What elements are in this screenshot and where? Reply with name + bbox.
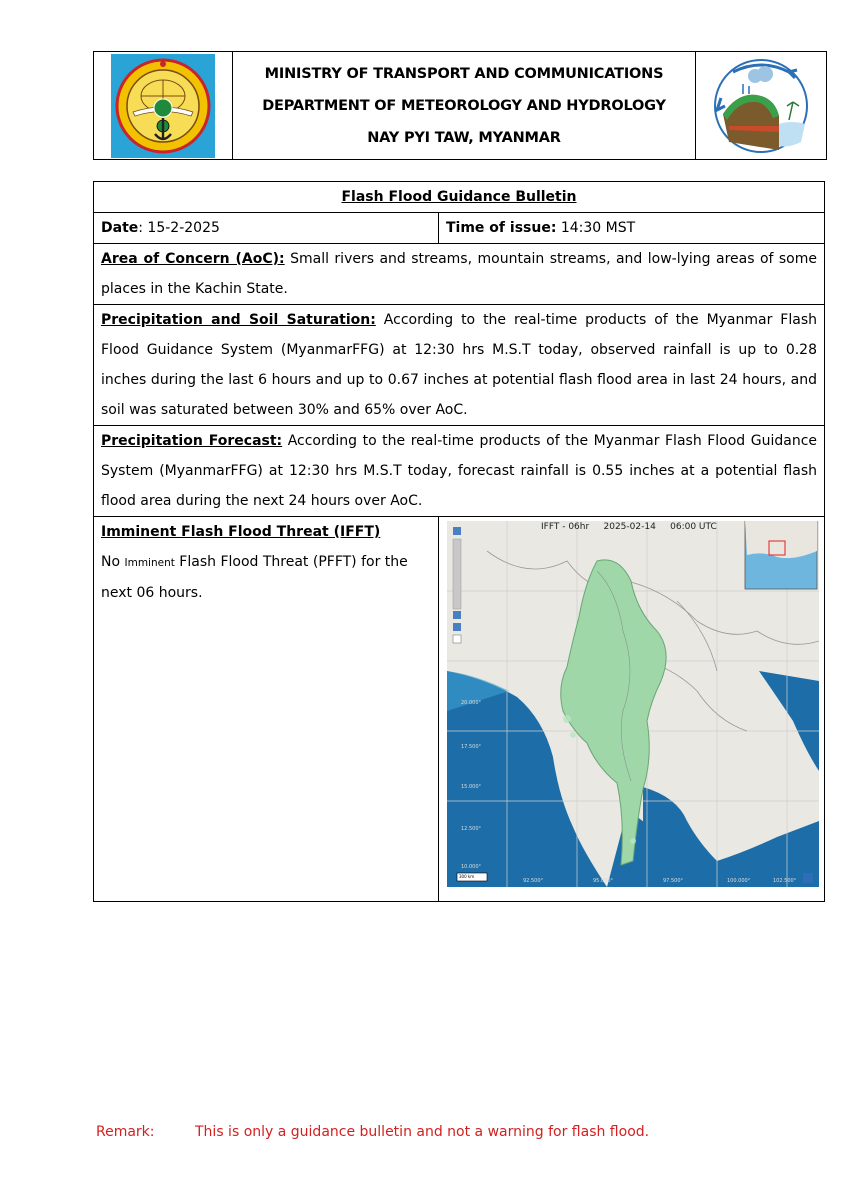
lon-label: 95.000°	[593, 878, 613, 884]
forecast-label: Precipitation Forecast:	[101, 433, 283, 449]
lat-label: 10.000°	[461, 864, 481, 870]
bulletin-table	[93, 181, 825, 902]
lat-label: 12.500°	[461, 826, 481, 832]
lat-label: 20.000°	[461, 700, 481, 706]
forecast-text: According to the real-time products of the Myanmar Flash Flood Guidance System (MyanmarFFG) at 12:30 hrs M.S.T today, forecast rainfall is 0.55 inches at a potential flash flood area during the next 24 hours over AoC.	[101, 433, 817, 509]
lat-label: 17.500°	[461, 744, 481, 750]
header-title-block	[233, 52, 695, 159]
map-product: IFFT - 06hr	[541, 522, 590, 532]
department-name: DEPARTMENT OF METEOROLOGY AND HYDROLOGY	[262, 97, 666, 114]
map-canvas	[447, 521, 819, 887]
remark-label: Remark:	[96, 1124, 155, 1140]
location-name: NAY PYI TAW, MYANMAR	[367, 129, 561, 146]
ministry-name: MINISTRY OF TRANSPORT AND COMMUNICATIONS	[264, 65, 664, 82]
ifft-map-cell	[439, 517, 824, 901]
lat-label: 15.000°	[461, 784, 481, 790]
bulletin-title: Flash Flood Guidance Bulletin	[341, 189, 577, 205]
date-label: Date	[101, 220, 139, 236]
date-value: : 15-2-2025	[138, 220, 220, 236]
precip-text: According to the real-time products of the Myanmar Flash Flood Guidance System (MyanmarFFG) at 12:30 hrs M.S.T today, observed rainfall is up to 0.28 inches during the last 6 hours and up to 0.67 inches at potential flash flood area in last 24 hours, and soil was saturated between 30% and 65% over AoC.	[101, 312, 817, 418]
forecast-row	[94, 426, 824, 517]
precip-row	[94, 305, 824, 426]
ifft-text-b: Flash Flood Threat (PFFT) for the next 06 hours.	[101, 554, 408, 601]
date-time-row	[94, 213, 824, 244]
aoc-text: Small rivers and streams, mountain streams, and low-lying areas of some places in the Kachin State.	[101, 251, 817, 297]
map-title-label	[541, 521, 717, 533]
map-scale-label: 300 km	[459, 874, 475, 879]
bulletin-title-row	[94, 182, 824, 213]
ifft-text-cell	[94, 517, 439, 901]
aoc-label: Area of Concern (AoC):	[101, 251, 285, 267]
precip-label: Precipitation and Soil Saturation:	[101, 312, 376, 328]
ministry-header	[93, 51, 827, 160]
ministry-emblem-icon	[111, 54, 215, 158]
dmh-logo-cell	[695, 52, 826, 159]
ifft-label: Imminent Flash Flood Threat (IFFT)	[101, 524, 381, 540]
ifft-row	[94, 517, 824, 901]
lon-label: 102.500°	[773, 878, 797, 884]
remark-line	[96, 1124, 649, 1140]
map-time: 06:00 UTC	[670, 522, 717, 532]
ifft-text-a: No	[101, 554, 125, 570]
hydrology-cycle-icon	[709, 54, 813, 158]
time-cell	[439, 213, 824, 243]
lon-label: 100.000°	[727, 878, 751, 884]
aoc-row	[94, 244, 824, 305]
map-date: 2025-02-14	[603, 522, 656, 532]
ifft-map[interactable]	[447, 521, 819, 887]
lon-label: 92.500°	[523, 878, 543, 884]
remark-text: This is only a guidance bulletin and not a warning for flash flood.	[195, 1124, 650, 1140]
time-value: 14:30 MST	[556, 220, 636, 236]
time-label: Time of issue:	[446, 220, 557, 236]
ifft-text-small: Imminent	[124, 557, 175, 569]
date-cell	[94, 213, 439, 243]
lon-label: 97.500°	[663, 878, 683, 884]
ministry-logo-cell	[94, 52, 233, 159]
ifft-text	[101, 547, 431, 608]
